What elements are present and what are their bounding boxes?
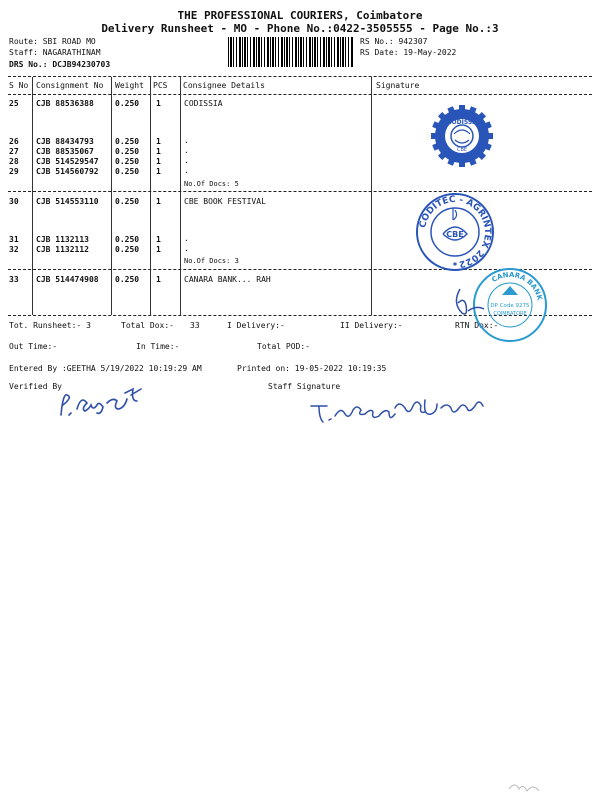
consignee-name: CANARA BANK... RAH (184, 275, 271, 284)
consignee-name: CBE BOOK FESTIVAL (184, 197, 266, 206)
canara-ring-text: CANARA BANK (490, 270, 544, 302)
row-weight: 0.250 (115, 275, 140, 284)
docs-count: No.Of Docs: 5 (184, 180, 239, 188)
row-sno: 33 (9, 275, 19, 284)
svg-text:✱: ✱ (452, 260, 458, 268)
col-weight: Weight (115, 81, 144, 90)
col-divider (371, 77, 372, 315)
handwritten-mark (448, 285, 498, 325)
row-weight: 0.250 (115, 235, 140, 244)
i-delivery: I Delivery:- (227, 321, 285, 330)
agrintex-ring-text: CODITEC - AGRINTEX 2022 (418, 194, 493, 269)
total-dox-value: 33 (190, 321, 200, 330)
verified-signature (55, 385, 155, 425)
row-weight: 0.250 (115, 245, 140, 254)
row-sno: 28 (9, 157, 19, 166)
out-time: Out Time:- (9, 342, 58, 351)
row-pcs: 1 (156, 167, 161, 176)
canara-dp-code: DP Code 9275 (490, 303, 530, 309)
col-divider (180, 77, 181, 315)
total-pod: Total POD:- (257, 342, 310, 351)
row-detail: . (184, 156, 189, 165)
col-signature: Signature (376, 81, 420, 90)
staff-signature (305, 390, 495, 430)
row-weight: 0.250 (115, 167, 140, 176)
row-weight: 0.250 (115, 137, 140, 146)
scan-artifact (505, 775, 545, 795)
rtn-dox: RTN Dox:- (455, 321, 499, 330)
row-sno: 25 (9, 99, 19, 108)
row-detail: . (184, 234, 189, 243)
rs-date: RS Date: 19-May-2022 (360, 48, 457, 57)
row-pcs: 1 (156, 245, 161, 254)
col-divider (32, 77, 33, 315)
row-consignment: CJB 1132113 (36, 235, 89, 244)
group-rule (8, 191, 592, 192)
runsheet-subtitle: Delivery Runsheet - MO - Phone No.:0422-3505555 - Page No.:3 (101, 22, 499, 35)
staff-text: Staff: NAGARATHINAM (9, 48, 101, 57)
row-weight: 0.250 (115, 147, 140, 156)
row-pcs: 1 (156, 197, 161, 206)
row-sno: 29 (9, 167, 19, 176)
codissia-stamp-top: CODISSA (447, 119, 477, 126)
verified-by-label: Verified By (9, 382, 62, 391)
row-consignment: CJB 514529547 (36, 157, 99, 166)
header-top-rule (8, 76, 592, 77)
row-consignment: CJB 514553110 (36, 197, 99, 206)
row-pcs: 1 (156, 147, 161, 156)
row-sno: 26 (9, 137, 19, 146)
docs-count: No.Of Docs: 3 (184, 257, 239, 265)
printed-on: Printed on: 19-05-2022 10:19:35 (237, 364, 387, 373)
agrintex-stamp (413, 190, 497, 274)
col-consignee: Consignee Details (183, 81, 265, 90)
agrintex-center-text: CBE (446, 230, 464, 239)
codissia-stamp (430, 104, 494, 168)
col-divider (111, 77, 112, 315)
row-sno: 32 (9, 245, 19, 254)
barcode (228, 37, 354, 67)
rs-number: RS No.: 942307 (360, 37, 428, 46)
row-consignment: CJB 88536388 (36, 99, 94, 108)
row-weight: 0.250 (115, 197, 140, 206)
staff-signature-label: Staff Signature (268, 382, 341, 391)
row-pcs: 1 (156, 137, 161, 146)
row-weight: 0.250 (115, 99, 140, 108)
header-bottom-rule (8, 94, 592, 95)
row-consignment: CJB 514560792 (36, 167, 99, 176)
row-detail: . (184, 166, 189, 175)
col-divider (150, 77, 151, 315)
route-text: Route: SBI ROAD MO (9, 37, 96, 46)
consignee-name: CODISSIA (184, 99, 223, 108)
total-dox-label: Total Dox:- (121, 321, 174, 330)
row-pcs: 1 (156, 157, 161, 166)
row-sno: 31 (9, 235, 19, 244)
codissia-stamp-bottom: CBE (456, 147, 468, 153)
col-pcs: PCS (153, 81, 168, 90)
row-consignment: CJB 88535067 (36, 147, 94, 156)
row-consignment: CJB 514474908 (36, 275, 99, 284)
company-title: THE PROFESSIONAL COURIERS, Coimbatore (177, 9, 423, 22)
row-pcs: 1 (156, 99, 161, 108)
row-detail: . (184, 244, 189, 253)
row-consignment: CJB 1132112 (36, 245, 89, 254)
row-detail: . (184, 136, 189, 145)
col-sno: S No (9, 81, 29, 90)
ii-delivery: II Delivery:- (340, 321, 403, 330)
row-sno: 27 (9, 147, 19, 156)
row-pcs: 1 (156, 235, 161, 244)
total-runsheet: Tot. Runsheet:- 3 (9, 321, 91, 330)
row-consignment: CJB 88434793 (36, 137, 94, 146)
row-detail: . (184, 146, 189, 155)
row-pcs: 1 (156, 275, 161, 284)
row-sno: 30 (9, 197, 19, 206)
entered-by: Entered By :GEETHA 5/19/2022 10:19:29 AM (9, 364, 202, 373)
row-weight: 0.250 (115, 157, 140, 166)
col-consignment: Consignment No (36, 81, 104, 90)
drs-number: DRS No.: DCJB94230703 (9, 60, 111, 69)
in-time: In Time:- (136, 342, 180, 351)
canara-city: COIMBATORE (493, 311, 527, 317)
